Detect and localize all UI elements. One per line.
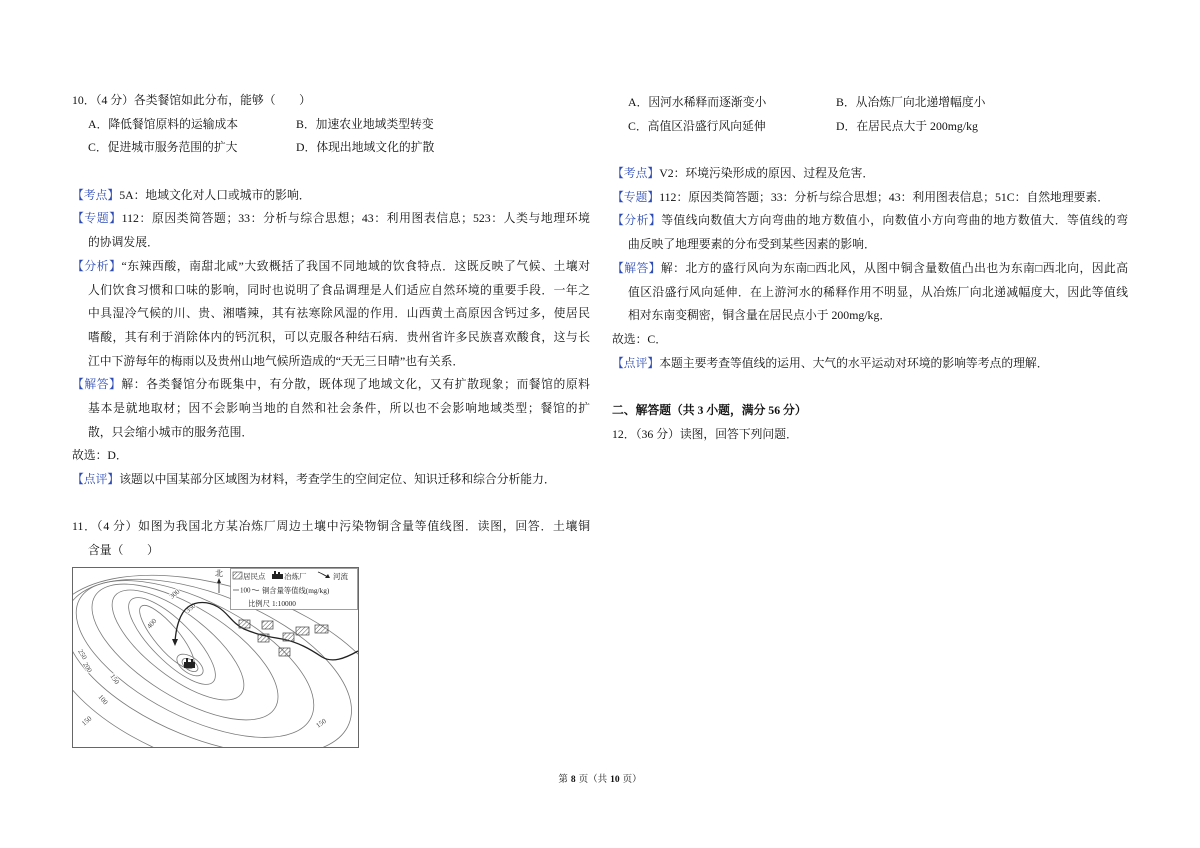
q11-option-a: A．因河水稀释而逐渐变小 bbox=[628, 95, 767, 109]
contour-label: 100 bbox=[96, 693, 110, 707]
footer-total-pages: 10 bbox=[610, 775, 620, 785]
contour-label: 250 bbox=[76, 648, 89, 662]
q10-fenxi-cont: 江中下游每年的梅雨以及贵州山地气候所造成的“天无三日晴”也有关系． bbox=[88, 353, 465, 368]
dianping-text: 该题以中国某部分区域图为材料，考查学生的空间定位、知识迁移和综合分析能力． bbox=[119, 472, 556, 486]
contour-label: 300 bbox=[168, 587, 182, 601]
settlement-icon bbox=[239, 620, 250, 628]
footer-prefix: 第 bbox=[558, 775, 568, 785]
north-label: 北 bbox=[215, 569, 223, 578]
zhuanti-label: 【专题】 bbox=[612, 189, 660, 204]
settlement-icon bbox=[279, 648, 290, 656]
dianping-label: 【点评】 bbox=[72, 472, 120, 486]
legend-contour-sample: 100 bbox=[240, 586, 251, 595]
jieda-label: 【解答】 bbox=[72, 377, 122, 392]
jieda-label: 【解答】 bbox=[612, 260, 661, 275]
q11-jieda-cont: 值区沿盛行风向延伸．在上游河水的稀释作用不明显，从冶炼厂向北递减幅度大，因此等值线 bbox=[628, 284, 1128, 299]
settlement-icon bbox=[315, 625, 328, 633]
q10-jieda bbox=[72, 373, 590, 397]
q11-option-c: C．高值区沿盛行风向延伸 bbox=[628, 118, 766, 133]
fenxi-text: “东辣西酸，南甜北咸”大致概括了我国不同地域的饮食特点．这既反映了气候、土壤对 bbox=[121, 258, 590, 273]
map-legend bbox=[231, 569, 358, 610]
left-column bbox=[72, 89, 590, 563]
legend-smelter: 冶炼厂 bbox=[284, 572, 307, 581]
contour-label: 150 bbox=[314, 717, 328, 730]
zhuanti-text: 112：原因类简答题；33：分析与综合思想；43：利用图表信息；51C：自然地理要素． bbox=[659, 189, 1110, 204]
legend-river: 河流 bbox=[333, 572, 348, 581]
contour-map-figure bbox=[72, 567, 359, 748]
q11-answer: 故选：C． bbox=[612, 331, 668, 346]
spacer bbox=[72, 492, 590, 516]
q10-stem: 10．（4 分）各类餐馆如此分布，能够（ ） bbox=[72, 93, 311, 107]
fenxi-label: 【分析】 bbox=[612, 213, 662, 228]
jieda-text: 解：北方的盛行风向为东南□西北风，从图中铜含量数值凸出也为东南□西北向，因此高 bbox=[660, 260, 1128, 275]
footer-suffix: 页） bbox=[622, 775, 642, 785]
q11-options-row-1 bbox=[612, 91, 1128, 115]
kaodian-text: 5A：地域文化对人口或城市的影响． bbox=[119, 187, 311, 202]
zhuanti-label: 【专题】 bbox=[72, 211, 122, 226]
page-footer bbox=[0, 772, 1200, 788]
kaodian-text: V2：环境污染形成的原因、过程及危害． bbox=[659, 166, 875, 181]
settlement-icon bbox=[262, 621, 273, 629]
spacer bbox=[72, 160, 590, 184]
footer-middle: 页（共 bbox=[578, 775, 608, 785]
q11-options-row-2 bbox=[612, 115, 1128, 139]
settlement-icon bbox=[283, 633, 294, 641]
q10-jieda-cont: 散，只会缩小城市的服务范围． bbox=[88, 424, 254, 439]
legend-scale-label: 比例尺 bbox=[248, 599, 270, 608]
legend-contour: 铜含量等值线(mg/kg) bbox=[262, 586, 330, 595]
q10-option-d: D．体现出地域文化的扩散 bbox=[296, 140, 435, 155]
q10-option-b: B．加速农业地域类型转变 bbox=[296, 116, 434, 131]
contour-label: 200 bbox=[81, 661, 94, 675]
q11-zhuanti bbox=[612, 186, 1128, 210]
q11-kaodian bbox=[612, 162, 1128, 186]
jieda-text: 解：各类餐馆分布既集中，有分散，既体现了地域文化，又有扩散现象；而餐馆的原料 bbox=[121, 377, 590, 392]
q12-stem: 12．（36 分）读图，回答下列问题． bbox=[612, 426, 798, 441]
spacer bbox=[612, 375, 1128, 399]
contour-label: 350 bbox=[184, 601, 198, 615]
q10-zhuanti bbox=[72, 207, 590, 231]
q11-option-b: B．从冶炼厂向北递增幅度小 bbox=[836, 95, 986, 109]
q10-fenxi-cont: 嗜酸，其有利于消除体内的钙沉积，可以克服各种结石病．贵州省许多民族喜欢酸食，这与长 bbox=[88, 329, 590, 344]
q11-stem: 11．（4 分）如图为我国北方某冶炼厂周边土壤中污染物铜含量等值线图．读图，回答．土壤铜 bbox=[72, 519, 590, 534]
q10-jieda-cont: 基本是就地取材；因不会影响当地的自然和社会条件，所以也不会影响地域类型；餐馆的扩 bbox=[88, 400, 590, 415]
spacer bbox=[612, 138, 1128, 162]
fenxi-label: 【分析】 bbox=[72, 258, 122, 273]
q10-zhuanti-cont: 的协调发展． bbox=[88, 235, 159, 250]
q10-kaodian bbox=[72, 184, 590, 208]
q10-fenxi bbox=[72, 255, 590, 279]
right-column bbox=[612, 91, 1128, 446]
kaodian-label: 【考点】 bbox=[612, 166, 660, 181]
legend-settlement: 居民点 bbox=[243, 572, 266, 581]
kaodian-label: 【考点】 bbox=[72, 187, 120, 202]
q11-jieda-cont: 相对东南变稠密，铜含量在居民点小于 200mg/kg． bbox=[628, 308, 892, 323]
dianping-text: 本题主要考查等值线的运用、大气的水平运动对环境的影响等考点的理解． bbox=[659, 355, 1049, 370]
q10-options-row-1 bbox=[72, 113, 590, 137]
contour-label: 400 bbox=[145, 617, 159, 631]
legend-scale: 1:10000 bbox=[272, 599, 296, 608]
q11-option-d: D．在居民点大于 200mg/kg bbox=[836, 118, 978, 133]
contour-label: 150 bbox=[108, 672, 121, 686]
q11-fenxi bbox=[612, 209, 1128, 233]
q11-dianping bbox=[612, 352, 1128, 376]
q11-stem-cont: 含量（ ） bbox=[88, 543, 159, 558]
q10-answer: 故选：D． bbox=[72, 448, 128, 463]
q10-fenxi-cont: 人们饮食习惯和口味的影响，同时也说明了食品调理是人们适应自然环境的重要手段．一年之 bbox=[88, 282, 590, 297]
q10-option-c: C．促进城市服务范围的扩大 bbox=[88, 140, 238, 155]
dianping-label: 【点评】 bbox=[612, 355, 660, 370]
q10-dianping bbox=[72, 468, 590, 492]
q10-option-a: A．降低餐馆原料的运输成本 bbox=[88, 116, 239, 131]
q11-fenxi-cont: 曲反映了地理要素的分布受到某些因素的影响． bbox=[628, 237, 876, 252]
q10-fenxi-cont: 中具湿冷气候的川、贵、湘嗜辣，其有祛寒除风湿的作用．山西黄土高原因含钙过多，使居民 bbox=[88, 306, 590, 321]
q10-options-row-2 bbox=[72, 136, 590, 160]
contour-label: 150 bbox=[80, 714, 94, 728]
footer-page-number: 8 bbox=[570, 775, 576, 785]
settlement-icon bbox=[296, 627, 309, 635]
fenxi-text: 等值线向数值大方向弯曲的地方数值小，向数值小方向弯曲的地方数值大．等值线的弯 bbox=[661, 213, 1128, 228]
q11-jieda bbox=[612, 257, 1128, 281]
section-heading: 二、解答题（共 3 小题，满分 56 分） bbox=[612, 402, 807, 417]
zhuanti-text: 112：原因类简答题；33：分析与综合思想；43：利用图表信息；523：人类与地理环境 bbox=[121, 211, 590, 226]
settlement-icon bbox=[233, 572, 242, 579]
settlement-icon bbox=[258, 634, 269, 642]
